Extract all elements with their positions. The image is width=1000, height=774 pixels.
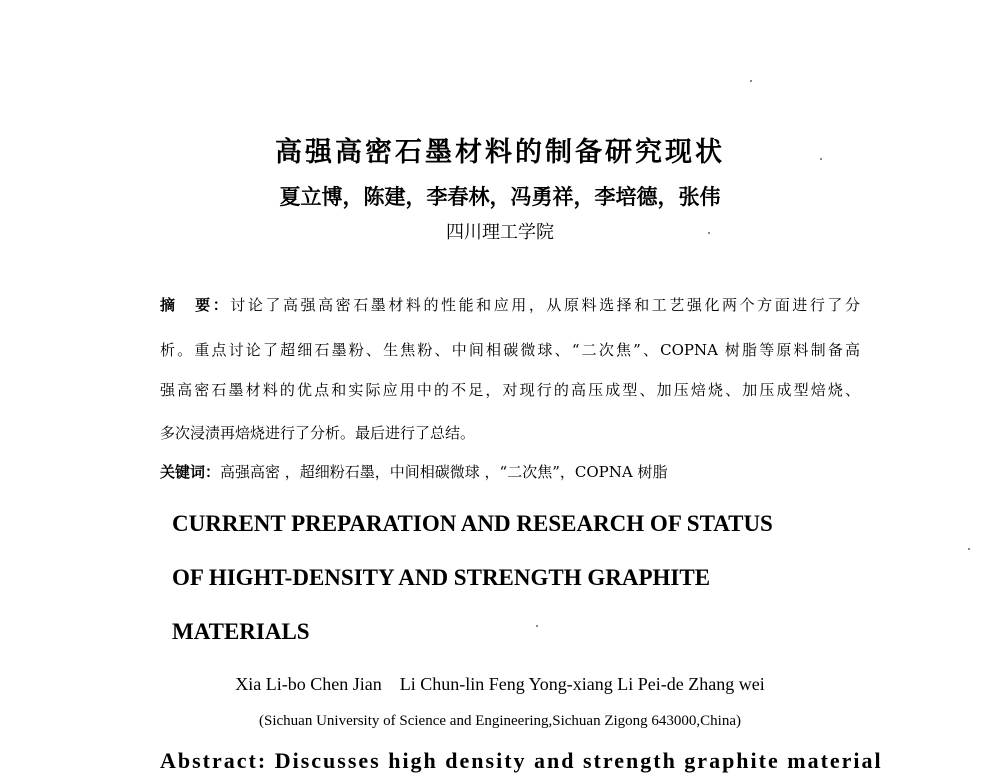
abstract-cn-line: 析。重点讨论了超细石墨粉、生焦粉、中间相碳微球、“二次焦”、COPNA 树脂等原料制备高 — [160, 341, 860, 359]
affiliation-en: (Sichuan University of Science and Engineering,Sichuan Zigong 643000,China) — [259, 713, 741, 729]
scan-speck — [708, 232, 710, 234]
paper-title-en-line: OF HIGHT-DENSITY AND STRENGTH GRAPHITE — [172, 565, 711, 590]
keywords-cn-label: 关键词： — [160, 463, 221, 481]
scan-speck — [750, 80, 752, 82]
abstract-cn-label: 摘 要： — [160, 296, 231, 314]
affiliation-cn: 四川理工学院 — [446, 222, 554, 243]
abstract-en-partial: Abstract: Discusses high density and strength graphite material — [160, 748, 883, 773]
paper-title-cn: 高强高密石墨材料的制备研究现状 — [275, 137, 725, 168]
abstract-cn-line: 多次浸渍再焙烧进行了分析。最后进行了总结。 — [160, 424, 476, 442]
scan-speck — [536, 625, 538, 627]
paper-title-en-line: MATERIALS — [172, 619, 310, 644]
abstract-cn-text: 讨论了高强高密石墨材料的性能和应用，从原料选择和工艺强化两个方面进行了分 — [230, 296, 860, 314]
abstract-cn-line: 强高密石墨材料的优点和实际应用中的不足，对现行的高压成型、加压焙烧、加压成型焙烧、 — [160, 381, 860, 399]
authors-cn: 夏立博，陈建，李春林，冯勇祥，李培德，张伟 — [279, 184, 721, 209]
scan-speck — [968, 548, 970, 550]
paper-title-en-line: CURRENT PREPARATION AND RESEARCH OF STATUS — [172, 511, 773, 536]
authors-en: Xia Li-bo Chen Jian Li Chun-lin Feng Yong-xiang Li Pei-de Zhang wei — [235, 674, 765, 694]
keywords-cn-text: 高强高密 ，超细粉石墨，中间相碳微球 ，“二次焦”，COPNA 树脂 — [220, 463, 668, 481]
keywords-cn — [160, 462, 860, 482]
abstract-cn-line — [160, 295, 860, 315]
scan-speck — [820, 158, 822, 160]
